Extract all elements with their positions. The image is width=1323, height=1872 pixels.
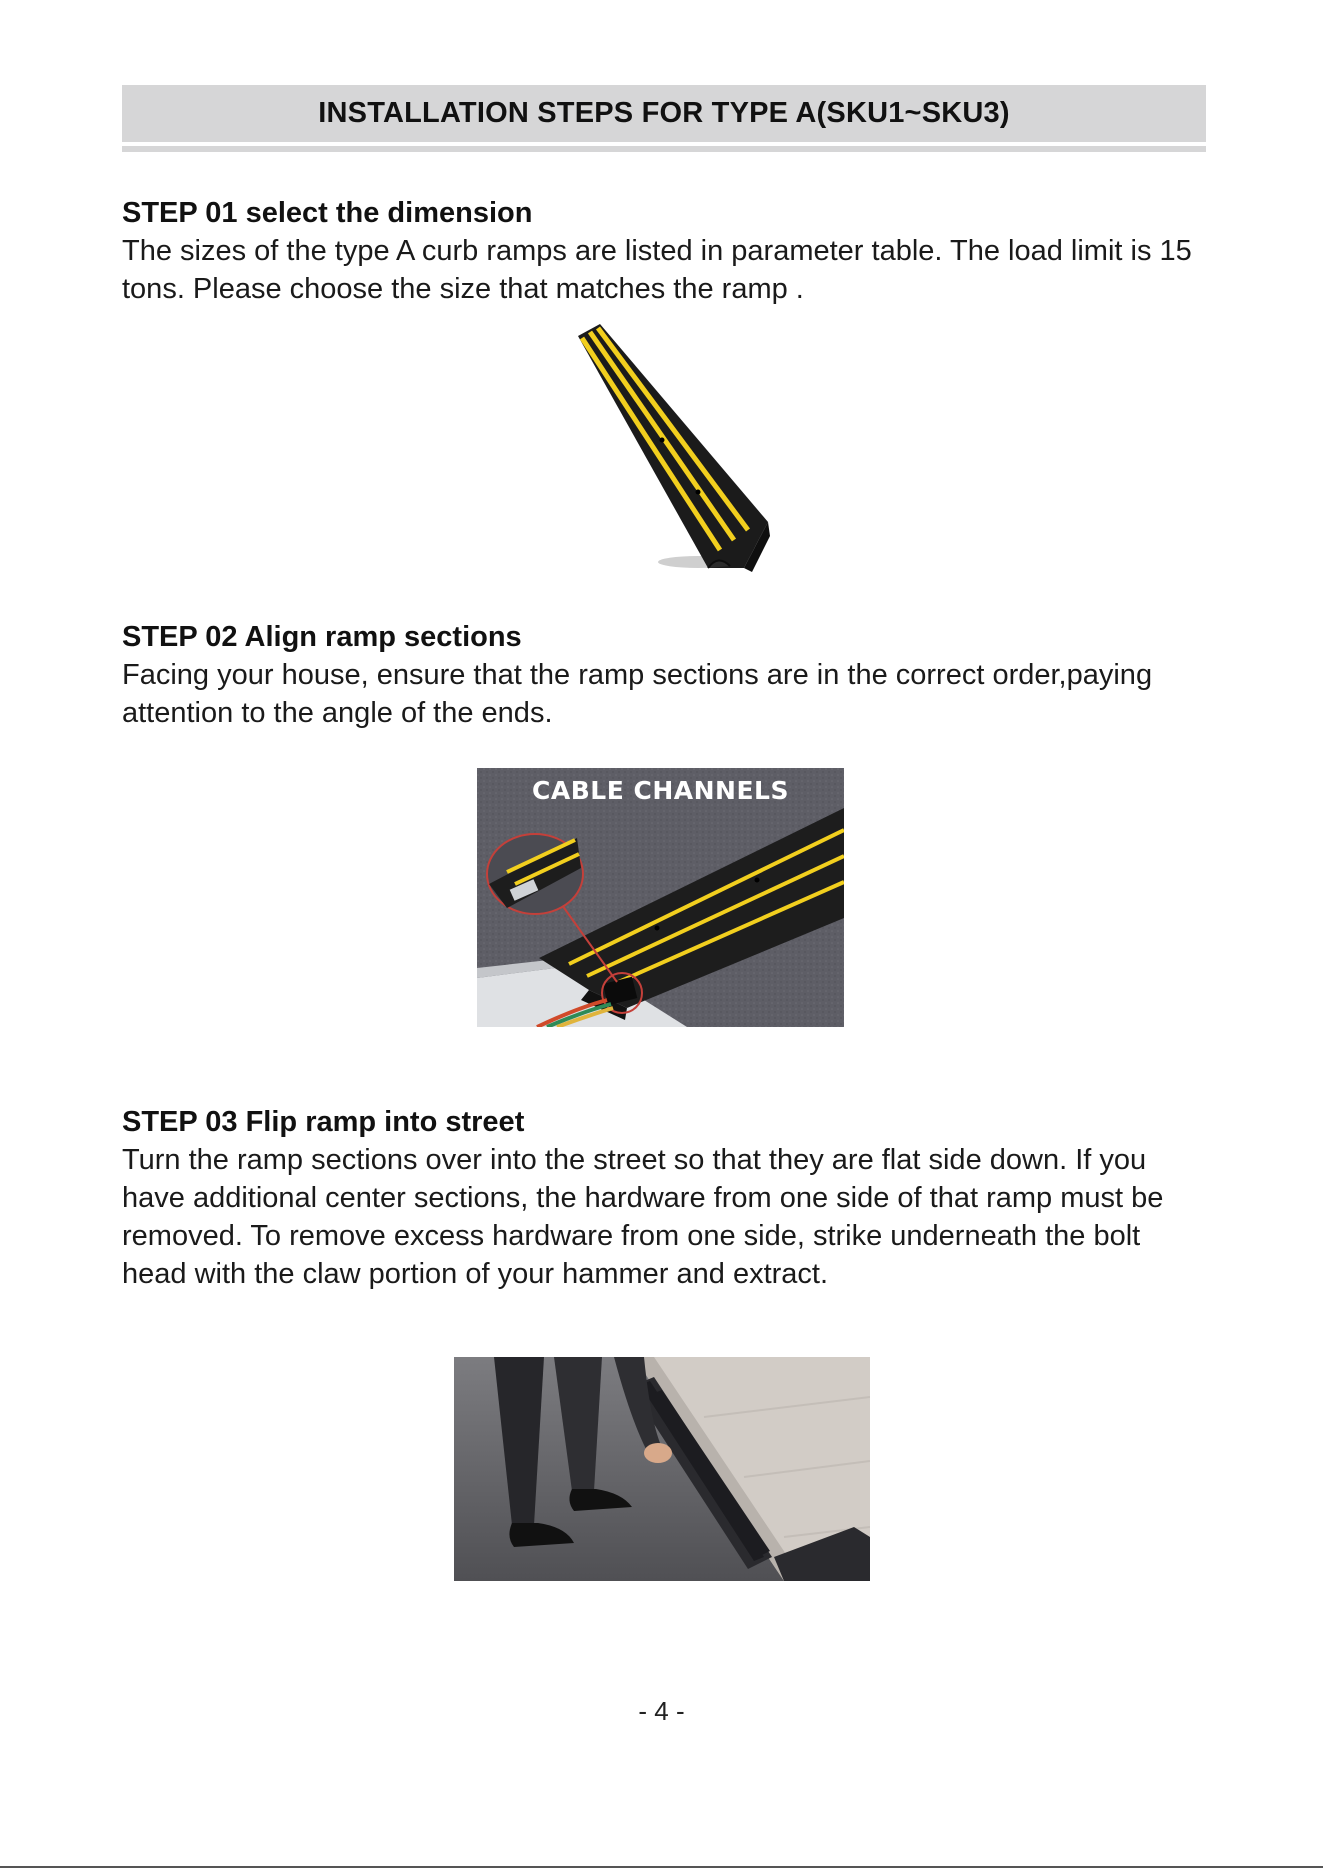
page-title: INSTALLATION STEPS FOR TYPE A(SKU1~SKU3): [318, 97, 1010, 129]
step-02-title: STEP 02 Align ramp sections: [122, 621, 522, 653]
cable-channels-caption: CABLE CHANNELS: [532, 776, 789, 805]
step-02-body: Facing your house, ensure that the ramp sections are in the correct order,paying attention to the angle of the ends.: [122, 659, 1153, 729]
page-header: [122, 85, 1206, 142]
step-01-title: STEP 01 select the dimension: [122, 197, 533, 229]
curb-ramp-image: [558, 322, 770, 572]
page-bottom-border: [0, 1866, 1323, 1868]
step-03-title: STEP 03 Flip ramp into street: [122, 1106, 525, 1138]
header-divider: [122, 146, 1206, 152]
flip-ramp-image: [454, 1357, 870, 1581]
page-number: - 4 -: [638, 1696, 685, 1726]
step-01-body: The sizes of the type A curb ramps are listed in parameter table. The load limit is 15 tons. Please choose the size that matches the ramp .: [122, 235, 1192, 305]
step-03-body: Turn the ramp sections over into the street so that they are flat side down. If you have additional center sections, the hardware from one side of that ramp must be removed. To remove excess hardware from one side, strike underneath the bolt head with the claw portion of your hammer and extract.: [122, 1144, 1164, 1290]
cable-channels-image: [477, 768, 844, 1027]
